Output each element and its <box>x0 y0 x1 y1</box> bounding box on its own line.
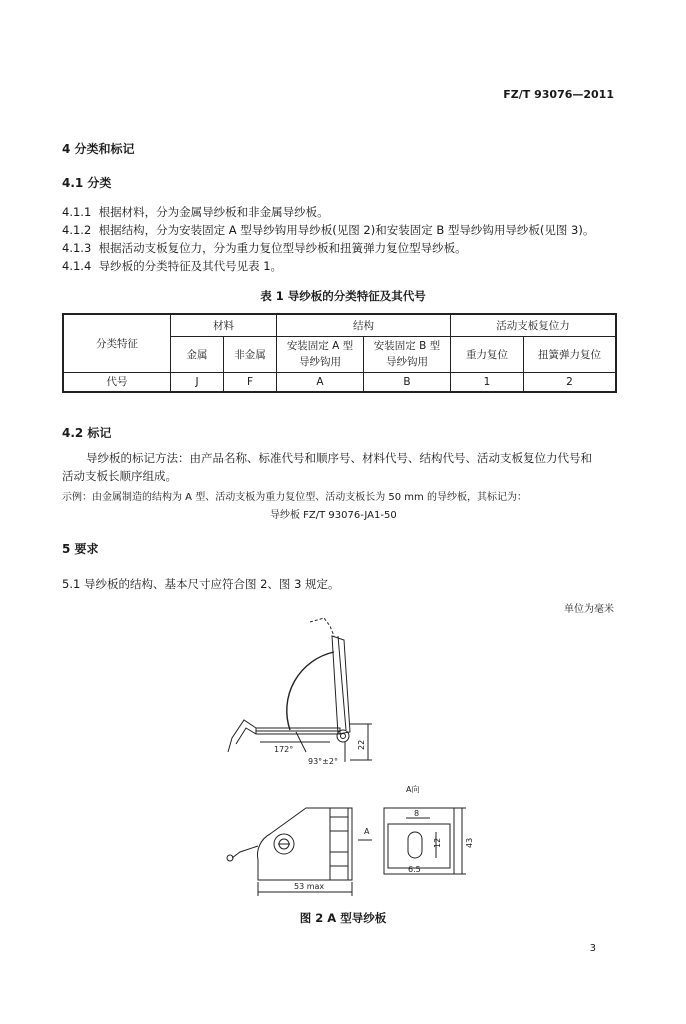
sub-type-a: 安装固定 A 型 导纱钩用 <box>277 336 364 372</box>
sub-gravity: 重力复位 <box>451 336 524 372</box>
code-cell: J <box>171 372 224 392</box>
dim-8: 8 <box>414 809 420 818</box>
sub-type-b: 安装固定 B 型 导纱钩用 <box>364 336 451 372</box>
view-a-label: A向 <box>406 785 420 794</box>
standard-code: FZ/T 93076—2011 <box>503 88 614 101</box>
code-cell: A <box>277 372 364 392</box>
group-reset-force: 活动支板复位力 <box>451 314 617 336</box>
clause-4-1-1 <box>62 204 329 220</box>
clause-text: 导纱板的分类特征及其代号见表 1。 <box>98 259 283 273</box>
code-cell: F <box>224 372 277 392</box>
clause-number: 4.1.3 <box>62 241 92 255</box>
clause-number: 4.1.2 <box>62 223 92 237</box>
view-arrow-label: A <box>364 827 370 836</box>
figure-caption: 图 2 A 型导纱板 <box>299 911 387 925</box>
sub-metal: 金属 <box>171 336 224 372</box>
dim-angle-93: 93°±2° <box>308 757 338 766</box>
clause-5-1: 5.1 导纱板的结构、基本尺寸应符合图 2、图 3 规定。 <box>62 577 340 591</box>
section-4-1-title: 4.1 分类 <box>62 176 112 190</box>
dim-53max: 53 max <box>294 882 325 891</box>
unit-note: 单位为毫米 <box>564 604 614 615</box>
sub-nonmetal: 非金属 <box>224 336 277 372</box>
dim-22: 22 <box>357 739 366 750</box>
marking-paragraph-line1: 导纱板的标记方法：由产品名称、标准代号和顺序号、材料代号、结构代号、活动支板复位力代号和 <box>86 451 592 465</box>
group-structure: 结构 <box>277 314 451 336</box>
marking-example: 示例：由金属制造的结构为 A 型、活动支板为重力复位型、活动支板长为 50 mm 的导纱板，其标记为： <box>62 492 527 503</box>
dim-6-5: 6.5 <box>408 865 421 874</box>
clause-number: 4.1.4 <box>62 259 92 273</box>
section-5-title: 5 要求 <box>62 542 99 556</box>
clause-text: 根据活动支板复位力，分为重力复位型导纱板和扭簧弹力复位型导纱板。 <box>98 241 467 255</box>
section-4-2-title: 4.2 标记 <box>62 426 112 440</box>
side-view-a <box>384 808 466 874</box>
code-cell: 2 <box>524 372 617 392</box>
group-material: 材料 <box>171 314 277 336</box>
clause-text: 根据材料，分为金属导纱板和非金属导纱板。 <box>98 205 329 219</box>
top-view <box>228 618 372 762</box>
dim-12: 12 <box>433 837 442 848</box>
clause-number: 4.1.1 <box>62 205 92 219</box>
section-4-title: 4 分类和标记 <box>62 142 135 156</box>
clause-text: 根据结构，分为安装固定 A 型导纱钩用导纱板(见图 2)和安装固定 B 型导纱钩用导纱板(见图 3)。 <box>98 223 595 237</box>
clause-4-1-2 <box>62 222 594 238</box>
clause-4-1-3 <box>62 240 467 256</box>
dim-angle-172: 172° <box>274 745 294 754</box>
page-number: 3 <box>589 943 596 954</box>
marking-paragraph-line2: 活动支板长顺序组成。 <box>62 469 177 483</box>
marking-code: 导纱板 FZ/T 93076-JA1-50 <box>270 510 397 521</box>
code-cell: 1 <box>451 372 524 392</box>
clause-4-1-4 <box>62 258 282 274</box>
row-label: 分类特征 <box>63 314 171 372</box>
code-label: 代号 <box>63 372 171 392</box>
sub-spring: 扭簧弹力复位 <box>524 336 617 372</box>
figure-2-drawing <box>210 612 480 902</box>
dim-43: 43 <box>465 837 474 848</box>
classification-table <box>62 313 617 393</box>
code-cell: B <box>364 372 451 392</box>
table-caption: 表 1 导纱板的分类特征及其代号 <box>260 289 426 303</box>
